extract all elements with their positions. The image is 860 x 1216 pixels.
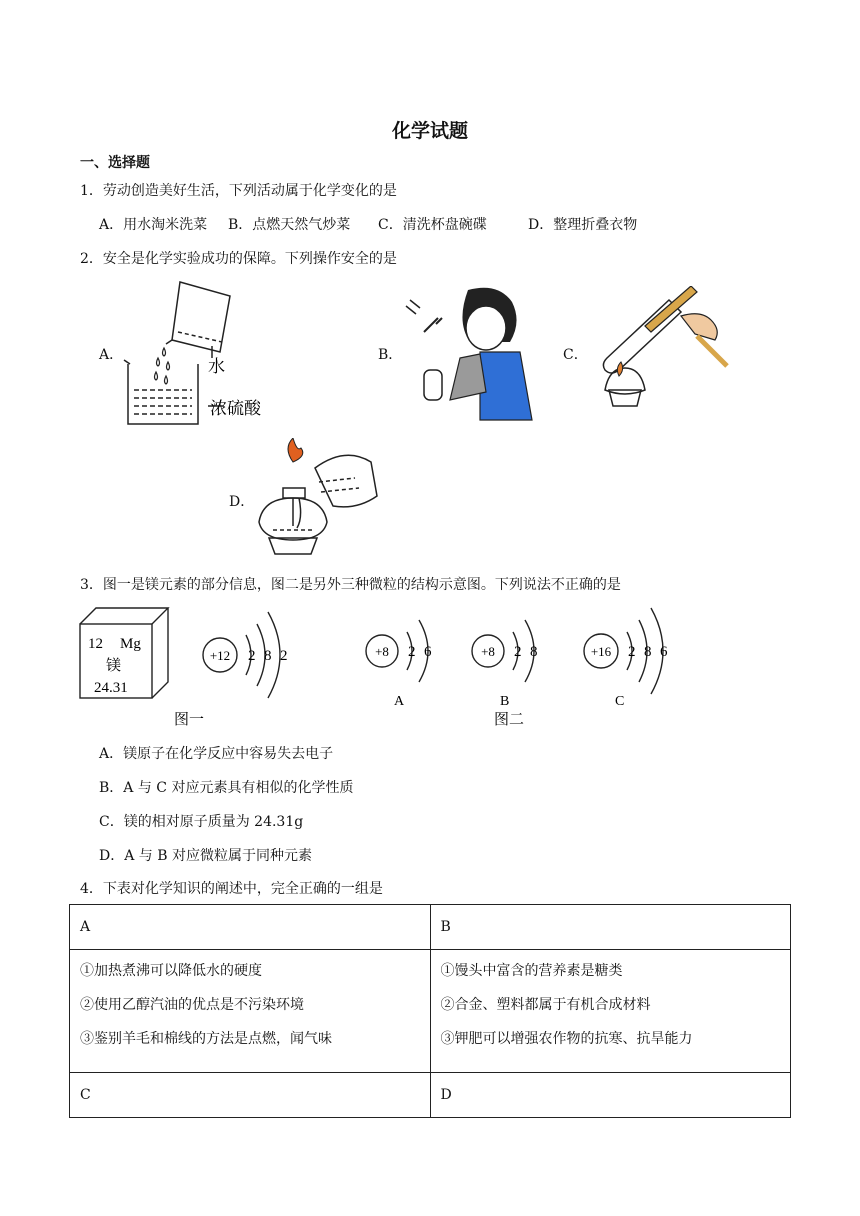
element-symbol: Mg [120, 636, 141, 652]
knowledge-table [69, 904, 791, 1118]
table-b-item-1: ①馒头中富含的营养素是糖类 [440, 963, 623, 979]
question-1-option-b: B．点燃天然气炒菜 [228, 217, 351, 233]
figure-1-caption: 图一 [174, 712, 205, 728]
particle-c-shell-3: 6 [660, 644, 668, 660]
particle-b-nucleus: +8 [481, 644, 495, 659]
question-1-stem: 1．劳动创造美好生活，下列活动属于化学变化的是 [80, 183, 397, 199]
question-3-option-a: A．镁原子在化学反应中容易失去电子 [99, 746, 334, 762]
table-footer-c: C [70, 1073, 431, 1118]
question-1-option-c: C．清洗杯盘碗碟 [378, 217, 487, 233]
table-cell-a [70, 950, 431, 1073]
table-cell-b [430, 950, 791, 1073]
figure-pour-water-into-acid [120, 274, 280, 434]
figure-lighting-alcohol-lamp [255, 438, 385, 558]
table-b-item-3: ③钾肥可以增强农作物的抗寒、抗旱能力 [440, 1031, 693, 1047]
q2-label-c: C． [563, 347, 588, 363]
table-b-item-2: ②合金、塑料都属于有机合成材料 [440, 997, 651, 1013]
particle-a-shell-2: 6 [424, 644, 432, 660]
table-a-item-1: ①加热煮沸可以降低水的硬度 [80, 963, 262, 979]
question-3-stem: 3．图一是镁元素的部分信息，图二是另外三种微粒的结构示意图。下列说法不正确的是 [80, 577, 621, 593]
figure-heating-test-tube [585, 286, 730, 416]
figure-2-caption: 图二 [494, 712, 525, 728]
mg-shell-1: 2 [248, 648, 256, 664]
page-title: 化学试题 [391, 120, 468, 142]
figure-smelling-gas [400, 282, 540, 422]
q2-label-a: A． [99, 347, 124, 363]
particle-b-label: B [500, 694, 510, 709]
particle-c-label: C [615, 694, 625, 709]
table-header-a: A [70, 905, 431, 950]
section-heading: 一、选择题 [80, 155, 150, 171]
figure-a-water-label: 水 [208, 357, 225, 376]
particle-b-shell-1: 2 [514, 644, 522, 660]
mg-shell-2: 8 [264, 648, 272, 664]
mg-shell-3: 2 [280, 648, 288, 664]
particle-b-shell-2: 8 [530, 644, 538, 660]
element-number: 12 [88, 636, 103, 652]
particle-a-nucleus: +8 [375, 644, 389, 659]
table-a-item-2: ②使用乙醇汽油的优点是不污染环境 [80, 997, 304, 1013]
element-mass: 24.31 [94, 680, 128, 696]
particle-c-nucleus: +16 [590, 644, 612, 659]
q2-label-d: D． [229, 494, 255, 510]
table-a-item-3: ③鉴别羊毛和棉线的方法是点燃，闻气味 [80, 1031, 332, 1047]
question-3-option-c: C．镁的相对原子质量为 24.31g [99, 814, 304, 830]
figure-a-acid-label: 浓硫酸 [210, 399, 261, 418]
question-3-option-d: D．A 与 B 对应微粒属于同种元素 [99, 848, 312, 864]
mg-nucleus: +12 [209, 648, 231, 663]
question-1-option-a: A．用水淘米洗菜 [99, 217, 208, 233]
particle-a-shell-1: 2 [408, 644, 416, 660]
table-header-b: B [430, 905, 791, 950]
particle-a-label: A [394, 694, 405, 709]
particle-c-shell-2: 8 [644, 644, 652, 660]
question-3-option-b: B．A 与 C 对应元素具有相似的化学性质 [99, 780, 354, 796]
q2-label-b: B． [378, 347, 403, 363]
question-2-stem: 2．安全是化学实验成功的保障。下列操作安全的是 [80, 251, 397, 267]
figure-atomic-structures [76, 604, 796, 734]
table-footer-d: D [430, 1073, 791, 1118]
element-name: 镁 [106, 658, 122, 674]
question-1-option-d: D．整理折叠衣物 [528, 217, 638, 233]
question-4-stem: 4．下表对化学知识的阐述中，完全正确的一组是 [80, 881, 383, 897]
particle-c-shell-1: 2 [628, 644, 636, 660]
